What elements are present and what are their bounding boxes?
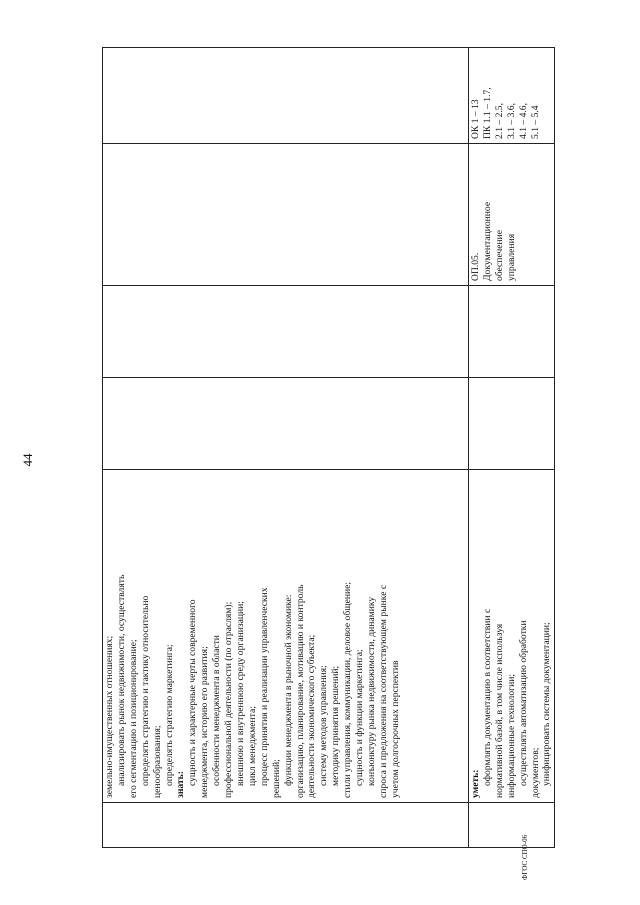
content-cell <box>469 470 555 803</box>
text-line: осуществлять автоматизацию обработки <box>517 620 529 786</box>
hours-cell <box>103 286 469 378</box>
section-heading: знать: <box>175 771 187 798</box>
table-row <box>103 48 469 848</box>
text-line: унифицировать системы документации; <box>541 622 553 786</box>
page-number <box>8 452 48 468</box>
text-line: спроса и предложения на соответствующем рынке с <box>377 584 389 798</box>
footer-code-text: ФГОС СПО-06 <box>521 834 529 880</box>
discipline-cell <box>469 144 555 286</box>
text-line: определять стратегию маркетинга; <box>163 644 175 786</box>
text-line: деятельности экономического субъекта; <box>306 634 318 798</box>
hours-cell <box>103 378 469 470</box>
text-line: документов; <box>529 747 541 798</box>
competency-line: 2.1 – 2.5, <box>493 103 505 139</box>
text-line: сущность и характерные черты современного <box>187 599 199 786</box>
competencies-cell <box>469 48 555 144</box>
text-line: анализировать рынок недвижимости, осуществлять <box>115 574 127 786</box>
rotated-table-sheet <box>102 48 553 848</box>
text-line: учетом долгосрочных перспектив <box>389 660 401 798</box>
text-line: сущность и функции маркетинга; <box>354 649 366 786</box>
text-line: конъюнктуру рынка недвижимости, динамику <box>365 596 377 786</box>
index-cell <box>469 803 555 848</box>
text-line: информационные технологии; <box>505 673 517 798</box>
text-line: определять стратегию и тактику относительно <box>139 595 151 786</box>
index-cell <box>103 803 469 848</box>
discipline-line: обеспечение <box>493 229 505 281</box>
text-line: процесс принятия и реализации управленческих <box>258 587 270 786</box>
discipline-line: управления <box>505 233 517 281</box>
competency-line: 4.1 – 4.6, <box>517 103 529 139</box>
hours-cell <box>469 378 555 470</box>
text-line: его сегментацию и позиционирование; <box>127 639 139 798</box>
competency-line: 3.1 – 3.6, <box>505 103 517 139</box>
text-line: менеджмента, историю его развития; <box>199 646 211 798</box>
text-line: функции менеджмента в рыночной экономике: <box>282 594 294 786</box>
table-row <box>469 48 555 848</box>
text-line: стили управления, коммуникации, деловое общение; <box>342 581 354 798</box>
text-line: земельно-имущественных отношениях; <box>104 635 115 798</box>
text-line: профессиональной деятельности (по отраслям); <box>223 601 235 798</box>
text-line: решений; <box>270 759 282 798</box>
text-line: внешнюю и внутреннюю среду организации; <box>234 601 246 786</box>
footer-code <box>520 834 640 890</box>
discipline-line: ОП.05. <box>470 252 481 281</box>
content-cell <box>103 470 469 803</box>
page-number-text: 44 <box>20 453 35 467</box>
competencies-cell <box>103 48 469 144</box>
text-line: организацию, планирование, мотивацию и контроль <box>294 584 306 798</box>
hours-cell <box>469 286 555 378</box>
section-heading: уметь: <box>470 769 481 798</box>
competency-line: ОК 1 – 13 <box>470 99 481 139</box>
discipline-cell <box>103 144 469 286</box>
discipline-line: Документационное <box>481 201 493 281</box>
text-line: ценообразования; <box>151 725 163 798</box>
text-line: особенности менеджмента в области <box>211 635 223 786</box>
curriculum-table <box>102 47 555 848</box>
competency-line: 5.1 – 5.4 <box>529 105 541 139</box>
text-line: оформлять документацию в соответствии с <box>481 608 493 786</box>
text-line: нормативной базой, в том числе используя <box>493 623 505 798</box>
text-line: цикл менеджмента; <box>246 706 258 786</box>
competency-line: ПК 1.1 – 1.7, <box>481 87 493 139</box>
text-line: методику принятия решений; <box>330 665 342 786</box>
text-line: систему методов управления; <box>318 665 330 786</box>
